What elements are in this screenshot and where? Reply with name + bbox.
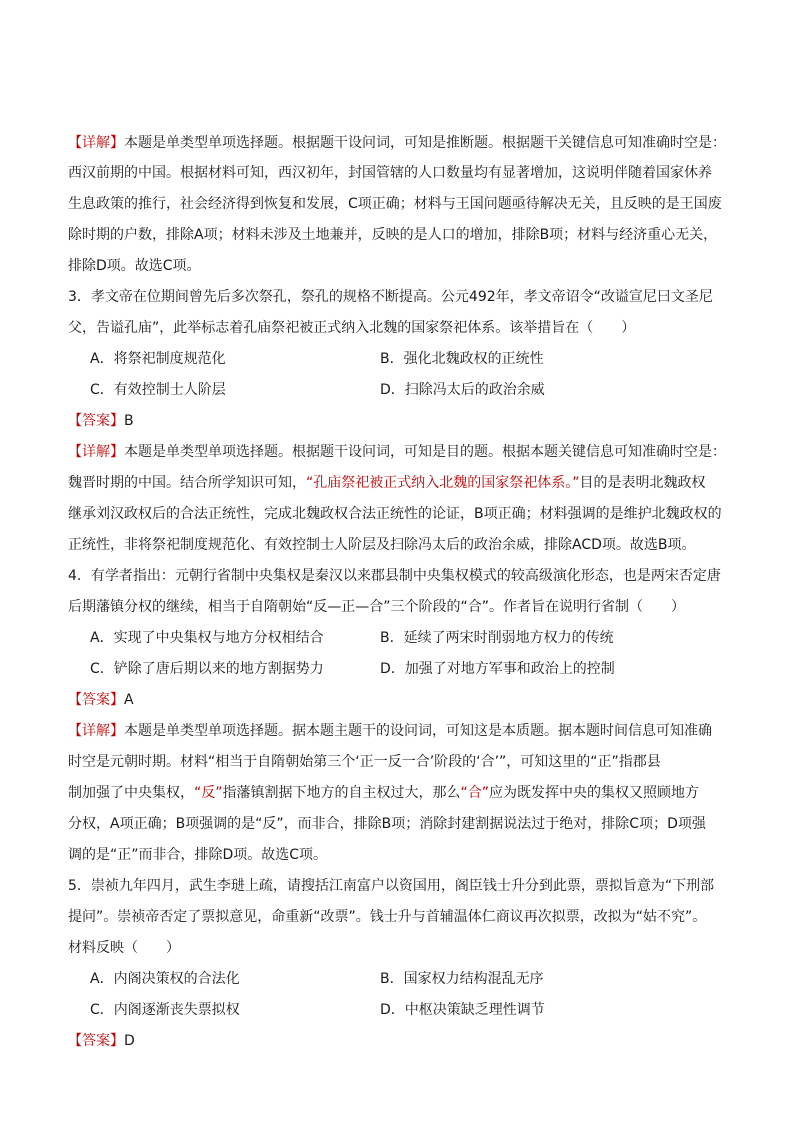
q3-option-b: B．强化北魏政权的正统性 [380,351,544,367]
answer-value: D [124,1033,135,1049]
q4-detail-line-2: 时空是元朝时期。材料“相当于自隋朝始第三个‘正一反一合’阶段的‘合’”，可知这里的“正”指郡县 [68,754,661,770]
answer-tag: 【答案】 [68,692,124,708]
q2-detail-line-5: 排除D项。故选C项。 [68,258,201,274]
answer-tag: 【答案】 [68,1033,124,1049]
q2-detail-line-2: 西汉前期的中国。根据材料可知，西汉初年，封国管辖的人口数量均有显著增加，这说明伴随着国家休养 [68,165,712,181]
highlighted-quote: “孔庙祭祀被正式纳入北魏的国家祭祀体系。” [306,475,580,491]
q3-detail-line-2: 魏晋时期的中国。结合所学知识可知，“孔庙祭祀被正式纳入北魏的国家祭祀体系。”目的是表明北魏政权 [68,475,706,491]
q5-answer [68,1031,135,1051]
q3-detail-line-1: 【详解】本题是单类型单项选择题。根据题干设问词，可知是目的题。根据本题关键信息可知准确时空是： [68,444,726,460]
q3-answer [68,411,134,431]
q5-option-c: C．内阁逐渐丧失票拟权 [90,1002,240,1018]
q4-option-d: D．加强了对地方军事和政治上的控制 [380,661,615,677]
q2-detail-line-4: 除时期的户数，排除A项；材料未涉及土地兼并，反映的是人口的增加，排除B项；材料与经济重心无关， [68,227,718,243]
answer-value: A [124,692,134,708]
q5-stem-line-2: 提问”。崇祯帝否定了票拟意见，命重新“改票”。钱士升与首辅温体仁商议再次拟票，改拟为“姑不究”。 [68,909,707,925]
q4-detail-line-1: 【详解】本题是单类型单项选择题。据本题主题干的设问词，可知这是本质题。据本题时间信息可知准确 [68,723,712,739]
q3-option-d: D．扫除冯太后的政治余威 [380,382,545,398]
detail-tag: 【详解】 [68,135,124,151]
q3-detail-line-3: 继承刘汉政权后的合法正统性，完成北魏政权合法正统性的论证，B项正确；材料强调的是维护北魏政权的 [68,506,722,522]
highlighted-he: “合” [460,785,490,801]
q4-answer [68,690,134,710]
q4-detail-line-3: 制加强了中央集权，“反”指藩镇割据下地方的自主权过大，那么“合”应为既发挥中央的集权又照顾地方 [68,785,700,801]
q4-option-b: B．延续了两宋时削弱地方权力的传统 [380,630,614,646]
q5-option-d: D．中枢决策缺乏理性调节 [380,1002,545,1018]
q5-option-b: B．国家权力结构混乱无序 [380,971,544,987]
q3-option-a: A．将祭祀制度规范化 [90,351,226,367]
q2-detail-line-1: 【详解】本题是单类型单项选择题。根据题干设问词，可知是推断题。根据题干关键信息可知准确时空是： [68,135,726,151]
q3-stem-line-2: 父，告谥孔庙”，此举标志着孔庙祭祀被正式纳入北魏的国家祭祀体系。该举措旨在（ ） [68,320,636,336]
detail-tag: 【详解】 [68,444,124,460]
q5-option-a: A．内阁决策权的合法化 [90,971,240,987]
q5-stem-line-1: 5．崇祯九年四月，武生李琎上疏，请搜括江南富户以资国用，阁臣钱士升分到此票，票拟旨意为“下刑部 [68,878,715,894]
q3-option-c: C．有效控制士人阶层 [90,382,226,398]
q4-stem-line-1: 4．有学者指出：元朝行省制中央集权是秦汉以来郡县制中央集权模式的较高级演化形态，也是两宋否定唐 [68,568,721,584]
answer-value: B [124,413,134,429]
highlighted-fan: “反” [194,785,223,801]
q4-stem-line-2: 后期藩镇分权的继续，相当于自隋朝始“反—正—合”三个阶段的“合”。作者旨在说明行省制（ ） [68,599,686,615]
q4-option-a: A．实现了中央集权与地方分权相结合 [90,630,324,646]
detail-tag: 【详解】 [68,723,124,739]
q4-detail-line-5: 调的是“正”而非合，排除D项。故选C项。 [68,847,328,863]
q2-detail-line-3: 生息政策的推行，社会经济得到恢复和发展，C项正确；材料与王国问题亟待解决无关，且反映的是王国废 [68,196,722,212]
answer-tag: 【答案】 [68,413,124,429]
q3-detail-line-4: 正统性，非将祭祀制度规范化、有效控制士人阶层及扫除冯太后的政治余威，排除ACD项。故选B项。 [68,537,696,553]
q5-stem-line-3: 材料反映（ ） [68,940,180,956]
q4-detail-line-4: 分权，A项正确；B项强调的是“反”，而非合，排除B项；消除封建割据说法过于绝对，排除C项；D项强 [68,816,706,832]
q4-option-c: C．铲除了唐后期以来的地方割据势力 [90,661,324,677]
q3-stem-line-1: 3．孝文帝在位期间曾先后多次祭孔，祭孔的规格不断提高。公元492年，孝文帝诏令“改谥宣尼曰文圣尼 [68,289,713,305]
